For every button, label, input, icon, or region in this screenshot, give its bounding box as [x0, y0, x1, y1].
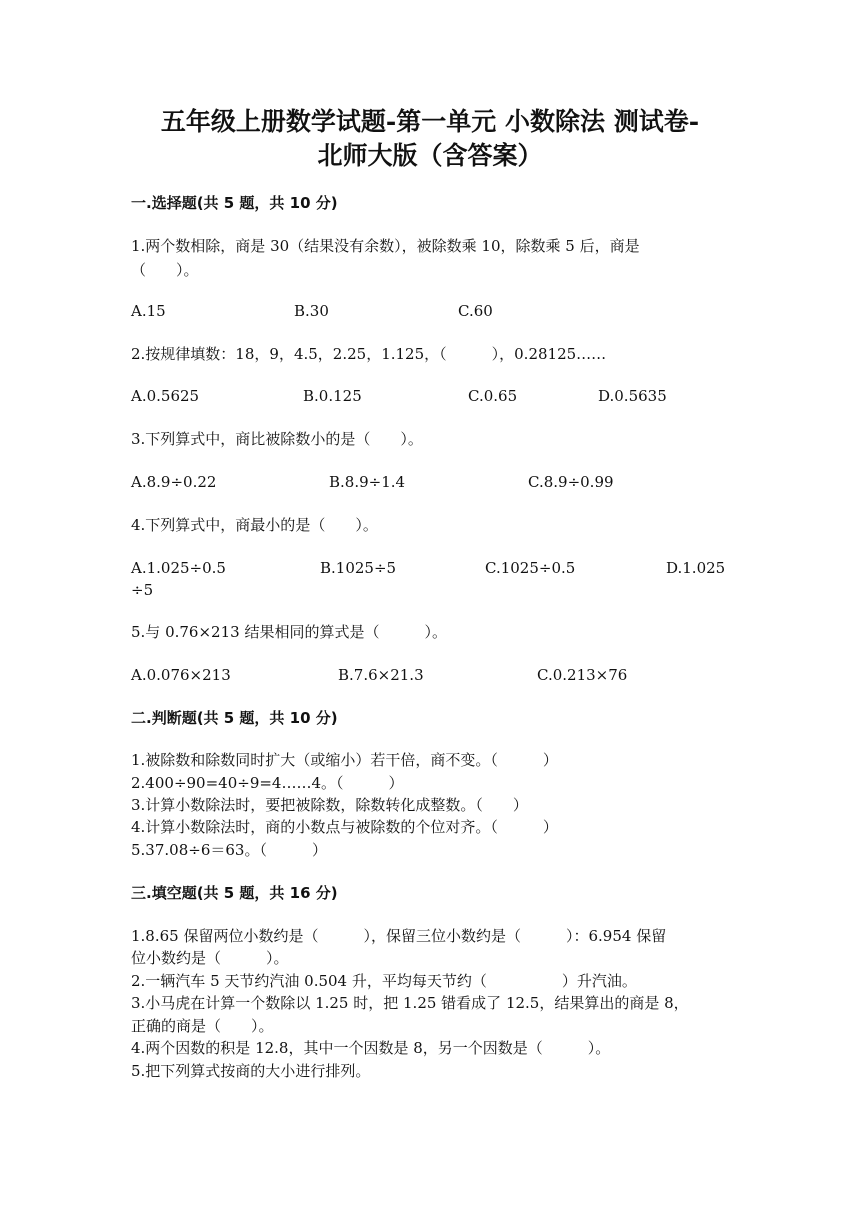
question-2-option-c: C.0.65 [468, 387, 518, 405]
question-5-option-a: A.0.076×213 [131, 666, 231, 684]
fill-item-1-cont: 位小数约是（ ）。 [131, 949, 289, 967]
fill-item-5: 5.把下列算式按商的大小进行排列。 [131, 1062, 371, 1080]
fill-item-1: 1.8.65 保留两位小数约是（ ），保留三位小数约是（ ）：6.954 保留 [131, 927, 667, 945]
question-2-stem: 2.按规律填数：18，9，4.5，2.25，1.125，（ ），0.28125…… [131, 345, 607, 363]
question-4-option-c: C.1025÷0.5 [485, 559, 576, 577]
question-5-option-b: B.7.6×21.3 [338, 666, 424, 684]
judge-item-5: 5.37.08÷6＝63。（ ） [131, 841, 327, 859]
judge-item-4: 4.计算小数除法时，商的小数点与被除数的个位对齐。（ ） [131, 818, 558, 836]
question-3-option-a: A.8.9÷0.22 [131, 473, 217, 491]
section-heading-judge: 二.判断题(共 5 题，共 10 分) [131, 709, 338, 727]
question-2-option-a: A.0.5625 [131, 387, 200, 405]
question-2-option-d: D.0.5635 [598, 387, 667, 405]
question-4-option-b: B.1025÷5 [320, 559, 397, 577]
question-4-option-d: D.1.025 [666, 559, 726, 577]
question-1-stem-cont: （ ）。 [131, 261, 199, 279]
question-1-option-a: A.15 [131, 302, 166, 320]
question-3-option-b: B.8.9÷1.4 [329, 473, 406, 491]
fill-item-2: 2.一辆汽车 5 天节约汽油 0.504 升，平均每天节约（ ）升汽油。 [131, 972, 637, 990]
question-5-option-c: C.0.213×76 [537, 666, 628, 684]
question-4-option-a: A.1.025÷0.5 [131, 559, 226, 577]
question-1-option-b: B.30 [294, 302, 329, 320]
judge-item-1: 1.被除数和除数同时扩大（或缩小）若干倍，商不变。（ ） [131, 751, 558, 769]
fill-item-3: 3.小马虎在计算一个数除以 1.25 时，把 1.25 错看成了 12.5，结果算出的商是 8， [131, 994, 689, 1012]
section-heading-choice: 一.选择题(共 5 题，共 10 分) [131, 194, 338, 212]
judge-item-2: 2.400÷90=40÷9=4……4。（ ） [131, 774, 404, 792]
fill-item-4: 4.两个因数的积是 12.8，其中一个因数是 8，另一个因数是（ ）。 [131, 1039, 611, 1057]
question-3-option-c: C.8.9÷0.99 [528, 473, 614, 491]
section-heading-fill: 三.填空题(共 5 题，共 16 分) [131, 884, 338, 902]
question-4-stem: 4.下列算式中，商最小的是（ ）。 [131, 516, 378, 534]
page-title-line-2: 北师大版（含答案） [317, 141, 543, 170]
page-title-line-1: 五年级上册数学试题-第一单元 小数除法 测试卷- [160, 107, 700, 136]
question-1-option-c: C.60 [458, 302, 493, 320]
judge-item-3: 3.计算小数除法时，要把被除数，除数转化成整数。（ ） [131, 796, 528, 814]
question-4-option-d-cont: ÷5 [131, 581, 154, 599]
question-3-stem: 3.下列算式中，商比被除数小的是（ ）。 [131, 430, 423, 448]
fill-item-3-cont: 正确的商是（ ）。 [131, 1017, 274, 1035]
question-2-option-b: B.0.125 [303, 387, 362, 405]
question-5-stem: 5.与 0.76×213 结果相同的算式是（ ）。 [131, 623, 447, 641]
question-1-stem: 1.两个数相除，商是 30（结果没有余数），被除数乘 10，除数乘 5 后，商是 [131, 237, 640, 255]
